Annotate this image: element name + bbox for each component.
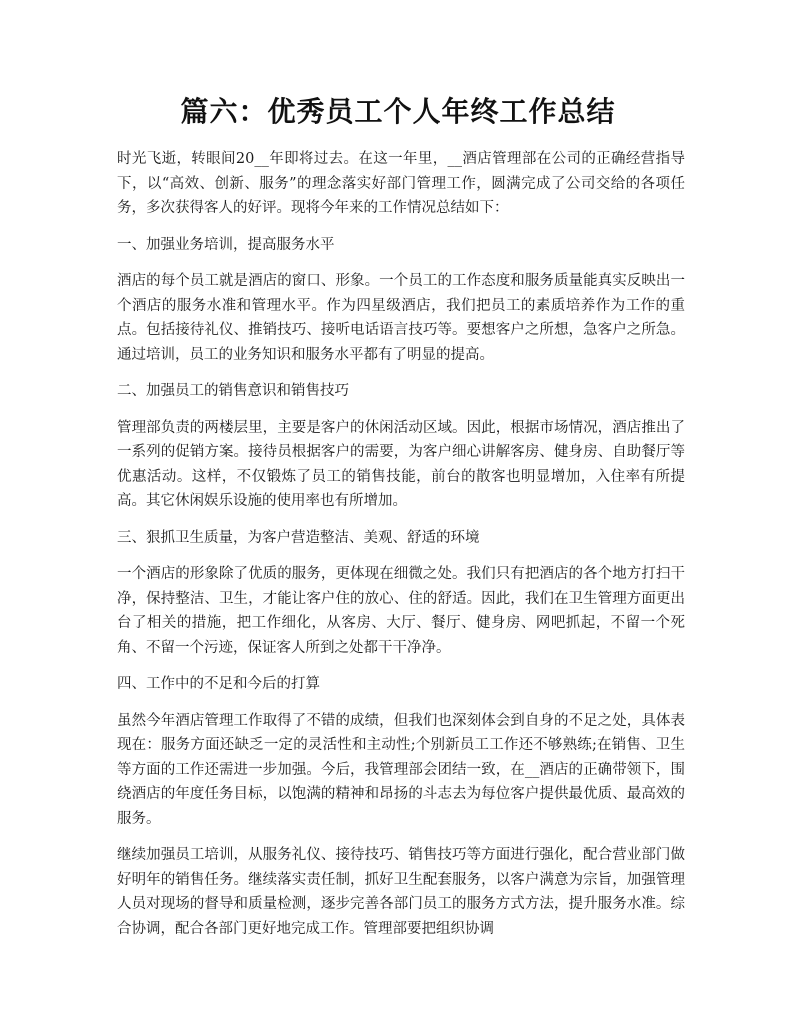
paragraph-section-4: 虽然今年酒店管理工作取得了不错的成绩，但我们也深刻体会到自身的不足之处，具体表现在：服务方面还缺乏一定的灵活性和主动性;个别新员工工作还不够熟练;在销售、卫生等方面的工作还需进一步加强。今后，我管理部会团结一致，在__酒店的正确带领下，围绕酒店的年度任务目标，以饱满的精神和昂扬的斗志去为每位客户提供最优质、最高效的服务。 [117,712,685,827]
paragraph-section-3: 一个酒店的形象除了优质的服务，更体现在细微之处。我们只有把酒店的各个地方打扫干净，保持整洁、卫生，才能让客户住的放心、住的舒适。因此，我们在卫生管理方面更出台了相关的措施，把工作细化，从客房、大厅、餐厅、健身房、网吧抓起，不留一个死角、不留一个污迹，保证客人所到之处都干干净净。 [117,566,685,656]
section-heading-3: 三、狠抓卫生质量，为客户营造整洁、美观、舒适的环境 [117,529,480,546]
paragraph-section-1: 酒店的每个员工就是酒店的窗口、形象。一个员工的工作态度和服务质量能真实反映出一个酒店的服务水准和管理水平。作为四星级酒店，我们把员工的素质培养作为工作的重点。包括接待礼仪、推销技巧、接听电话语言技巧等。要想客户之所想，急客户之所急。通过培训，员工的业务知识和服务水平都有了明显的提高。 [117,273,685,363]
paragraph-intro: 时光飞逝，转眼间20__年即将过去。在这一年里，__酒店管理部在公司的正确经营指导下，以“高效、创新、服务”的理念落实好部门管理工作，圆满完成了公司交给的各项任务，多次获得客人的好评。现将今年来的工作情况总结如下： [117,151,685,216]
section-heading-4: 四、工作中的不足和今后的打算 [117,676,320,692]
paragraph-plan: 继续加强员工培训，从服务礼仪、接待技巧、销售技巧等方面进行强化，配合营业部门做好明年的销售任务。继续落实责任制，抓好卫生配套服务，以客户满意为宗旨，加强管理人员对现场的督导和质量检测，逐步完善各部门员工的服务方式方法，提升服务水准。综合协调，配合各部门更好地完成工作。管理部要把组织协调 [117,847,685,937]
section-heading-1: 一、加强业务培训，提高服务水平 [117,236,335,253]
page-title: 篇六：优秀员工个人年终工作总结 [180,95,616,128]
paragraph-section-2: 管理部负责的两楼层里，主要是客户的休闲活动区域。因此，根据市场情况，酒店推出了一系列的促销方案。接待员根据客户的需要，为客户细心讲解客房、健身房、自助餐厅等优惠活动。这样，不仅锻炼了员工的销售技能，前台的散客也明显增加，入住率有所提高。其它休闲娱乐设施的使用率也有所增加。 [117,419,685,509]
document-body [117,147,685,953]
section-heading-2: 二、加强员工的销售意识和销售技巧 [117,383,349,399]
